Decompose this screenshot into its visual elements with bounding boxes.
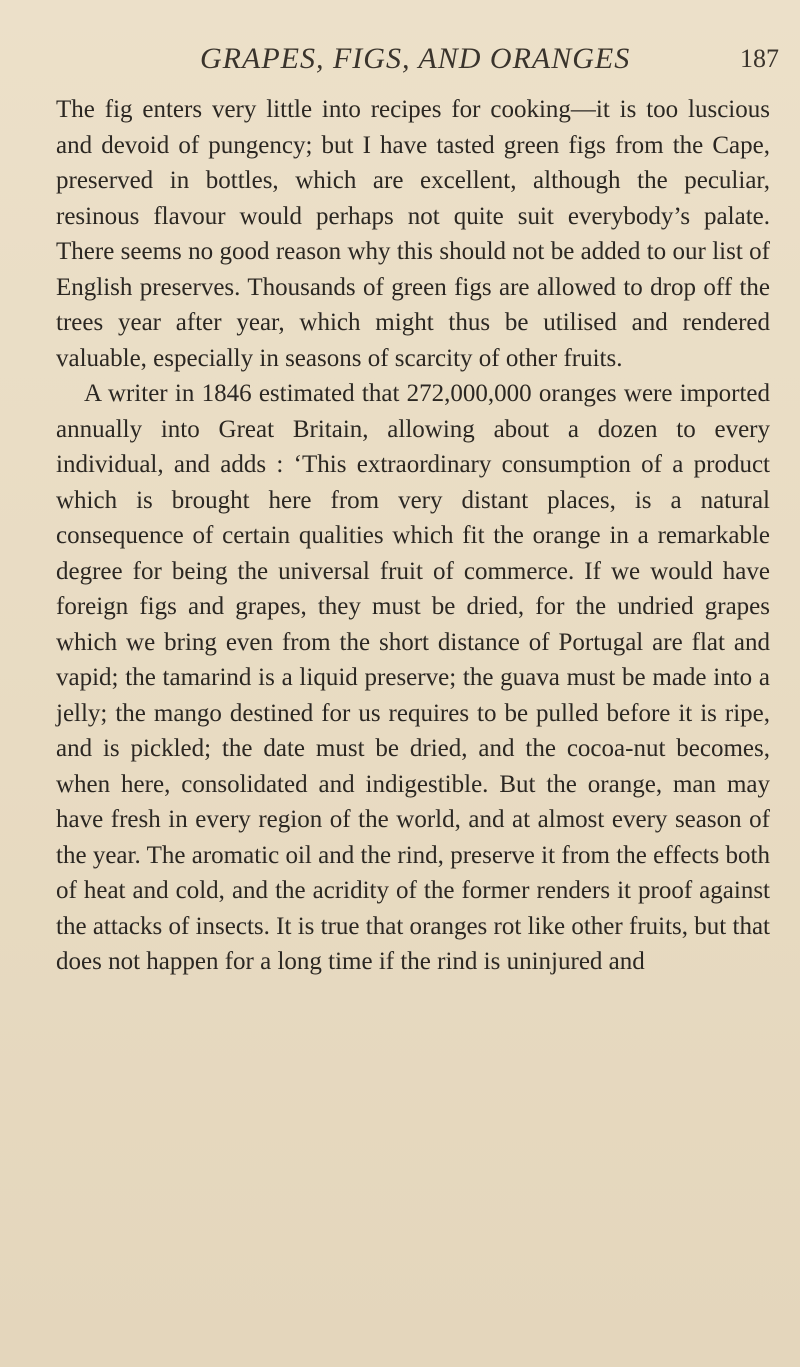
paragraph-fig: The fig enters very little into recipes for cooking—it is too luscious and devoid of pungency; but I have tasted green figs from the Cape, preserved in bottles, which are excellent, although the peculiar, resinous flavour would perhaps not quite suit everybody’s palate. There seems no good reason why this should not be added to our list of English preserves. Thousands of green figs are allowed to drop off the trees year after year, which might thus be utilised and rendered valuable, especially in seasons of scarcity of other fruits.	[56, 96, 770, 372]
page-number: 187	[740, 44, 779, 73]
running-head-title: GRAPES, FIGS, AND ORANGES	[200, 42, 631, 75]
paragraph-oranges: A writer in 1846 estimated that 272,000,000 oranges were imported annually into Great Britain, allowing about a dozen to every individual, and adds : ‘This extraordinary consumption of a product which is brought here from very distant places, is a natural consequence of certain qualities which fit the orange in a remarkable degree for being the universal fruit of commerce. If we would have foreign figs and grapes, they must be dried, for the undried grapes which we bring even from the short distance of Portugal are flat and vapid; the tamarind is a liquid preserve; the guava must be made into a jelly; the mango destined for us requires to be pulled before it is ripe, and is pickled; the date must be dried, and the cocoa-nut becomes, when here, consolidated and indigestible. But the orange, man may have fresh in every region of the world, and at almost every season of the year. The aromatic oil and the rind, preserve it from the effects both of heat and cold, and the acridity of the former renders it proof against the attacks of insects. It is true that oranges rot like other fruits, but that does not happen for a long time if the rind is uninjured and	[56, 380, 770, 975]
body-text	[56, 92, 770, 980]
